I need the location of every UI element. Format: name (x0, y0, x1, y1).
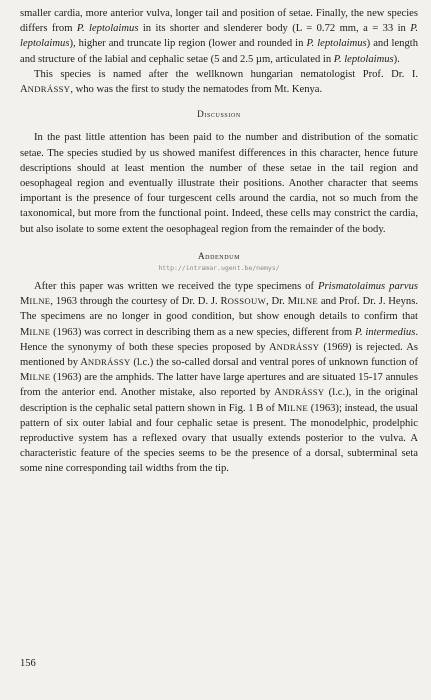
paragraph-addendum: After this paper was written we received the type specimens of Prismatolaimus parvus MILNE, 1963 through the courtesy of Dr. D. J. ROSSOUW, Dr. MILNE and Prof. Dr. J. Heyns. The specimens are no longer in good condition, but show enough details to confirm that MILNE (1963) was correct in describing them as a new species, different from P. intermedius. Hence the synonymy of both these species proposed by ANDRÁSSY (1969) is rejected. As mentioned by ANDRÁSSY (l.c.) the so-called dorsal and ventral pores of unknown function of MILNE (1963) are the amphids. The latter have large apertures and are situated 15-17 annules from the anterior end. Another mistake, also reported by ANDRÁSSY (l.c.), in the original description is the cephalic setal pattern shown in Fig. 1 B of MILNE (1963); instead, the usual pattern of six outer labial and four cephalic setae is present. The monodelphic, prodelphic reproductive system has a reflexed ovary that usually extends posterior to the vulva. A characteristic feature of the species seems to be the presence of a dorsal, subterminal seta some nine corresponding tail widths from the tip. (20, 281, 419, 475)
watermark-url: http://intramar.ugent.be/nemys/ (158, 264, 280, 273)
document-page (20, 6, 418, 477)
paragraph-species-differences: smaller cardia, more anterior vulva, longer tail and position of setae. Finally, the new species differs from P. leptolaimus in its shorter and slenderer body (L = 0.72 mm, a = 33 in P. leptolaimus), higher and truncate lip region (lower and rounded in P. leptolaimus) and length and structure of the labial and cephalic setae (5 and 2.5 µm, articulated in P. leptolaimus). (20, 8, 418, 65)
section-heading-discussion: Discussion (197, 109, 241, 120)
section-heading-addendum: Addendum (197, 250, 241, 261)
page-number: 156 (20, 658, 36, 669)
paragraph-discussion: In the past little attention has been paid to the number and distribution of the somatic setae. The species studied by us showed manifest differences in this character, hence future descriptions should at least mention the number of these setae in the tail region and oesophageal region and eventually illustrate their positions. Another character that seems important is the presence of four turgescent cells around the cardia, not so much from the taxonomical, but more from the functional point. Indeed, these cells may constrict the cardia, but also isolate to some extent the oesophageal region from the remainder of the body. (20, 132, 418, 235)
paragraph-species-naming: This species is named after the wellknown hungarian nematologist Prof. Dr. I. ANDRÁSSY, who was the first to study the nematodes from Mt. Kenya. (20, 68, 418, 96)
